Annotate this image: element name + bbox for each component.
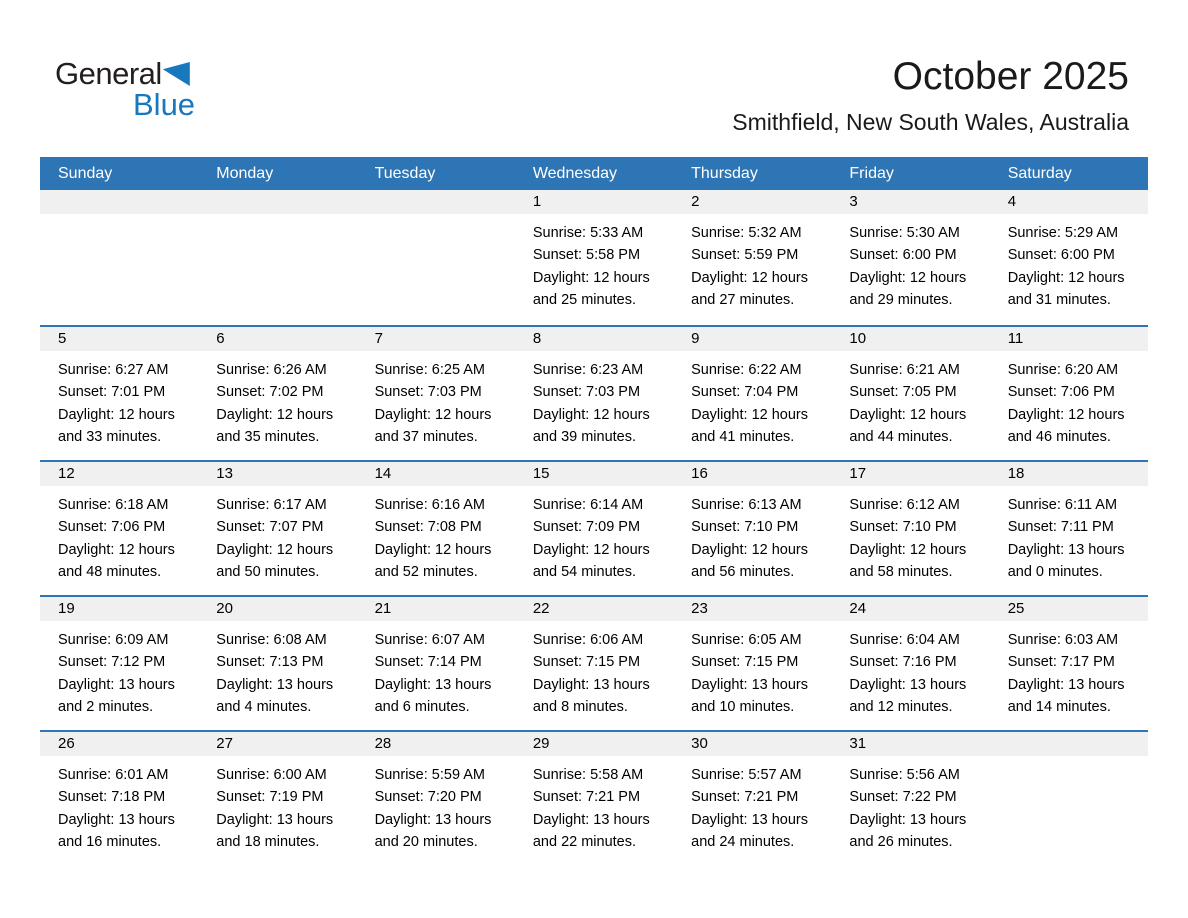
day-details [40,214,198,222]
daylight-line-2: and 16 minutes. [58,834,162,851]
day-cell-22[interactable] [515,597,673,730]
day-cell-12[interactable] [40,462,198,595]
daylight-line-1: Daylight: 13 hours [374,676,492,693]
daylight-line-1: Daylight: 13 hours [216,811,334,828]
daylight-line-2: and 41 minutes. [691,429,795,446]
day-number: 11 [990,327,1148,351]
weekday-header-tuesday: Tuesday [374,165,436,182]
sunset-line: Sunset: 7:02 PM [216,384,324,401]
day-cell-29[interactable] [515,732,673,865]
daylight-line-1: Daylight: 12 hours [1007,406,1125,423]
day-details [515,351,673,449]
logo-text-general: General [55,56,162,91]
daylight-line-2: and 56 minutes. [691,564,795,581]
sunrise-line: Sunrise: 6:01 AM [58,767,169,783]
sunset-line: Sunset: 7:01 PM [58,384,166,401]
daylight-line-1: Daylight: 13 hours [532,676,650,693]
day-details [40,486,198,584]
day-cell-1[interactable] [515,190,673,325]
sunset-line: Sunset: 7:13 PM [216,654,324,671]
sunset-line: Sunset: 6:00 PM [1007,247,1115,264]
sunset-line: Sunset: 7:03 PM [374,384,482,401]
sunrise-line: Sunrise: 6:05 AM [691,632,802,648]
day-cell-24[interactable] [831,597,989,730]
sunrise-line: Sunrise: 6:17 AM [216,497,327,513]
daylight-line-1: Daylight: 13 hours [849,811,967,828]
day-details [990,214,1148,312]
day-cell-8[interactable] [515,327,673,460]
day-number: 14 [357,462,515,486]
daylight-line-1: Daylight: 12 hours [849,541,967,558]
sunrise-line: Sunrise: 6:27 AM [58,362,169,378]
daylight-line-1: Daylight: 13 hours [1007,541,1125,558]
day-cell-20[interactable] [198,597,356,730]
day-cell-16[interactable] [673,462,831,595]
daylight-line-1: Daylight: 13 hours [849,676,967,693]
week-row-4 [40,595,1148,730]
day-cell-23[interactable] [673,597,831,730]
daylight-line-2: and 50 minutes. [216,564,320,581]
daylight-line-1: Daylight: 13 hours [216,676,334,693]
day-number: 25 [990,597,1148,621]
day-details [357,486,515,584]
sunrise-line: Sunrise: 6:16 AM [374,497,485,513]
daylight-line-1: Daylight: 12 hours [1007,269,1125,286]
weekday-header-friday: Friday [849,165,894,182]
sunrise-line: Sunrise: 6:21 AM [849,362,960,378]
daylight-line-2: and 31 minutes. [1007,292,1111,309]
week-row-1 [40,190,1148,325]
sunrise-line: Sunrise: 5:56 AM [849,767,960,783]
day-cell-9[interactable] [673,327,831,460]
daylight-line-1: Daylight: 12 hours [532,269,650,286]
daylight-line-1: Daylight: 12 hours [691,269,808,286]
daylight-line-1: Daylight: 13 hours [58,676,175,693]
day-number: 7 [357,327,515,351]
daylight-line-1: Daylight: 12 hours [691,541,808,558]
daylight-line-1: Daylight: 12 hours [849,406,967,423]
daylight-line-2: and 25 minutes. [532,292,637,309]
day-details [515,214,673,312]
day-details [515,621,673,719]
daylight-line-2: and 2 minutes. [58,699,154,716]
location-subtitle: Smithfield, New South Wales, Australia [732,108,1129,135]
day-number: 31 [831,732,989,756]
day-details [673,486,831,584]
logo-top-row [55,58,195,89]
day-details [990,351,1148,449]
calendar-table [40,157,1148,865]
daylight-line-2: and 6 minutes. [374,699,470,716]
day-details [198,486,356,584]
day-details [831,214,989,312]
day-cell-14[interactable] [357,462,515,595]
day-cell-empty [198,190,356,325]
day-number: 18 [990,462,1148,486]
day-number [198,190,356,214]
day-cell-empty [357,190,515,325]
sunset-line: Sunset: 7:05 PM [849,384,957,401]
sunset-line: Sunset: 7:21 PM [532,789,641,806]
sunset-line: Sunset: 5:58 PM [532,247,641,264]
weekday-header-saturday: Saturday [1007,165,1072,182]
day-details [357,621,515,719]
daylight-line-1: Daylight: 12 hours [691,406,808,423]
day-details [198,621,356,719]
day-details [40,621,198,719]
sunrise-line: Sunrise: 6:03 AM [1007,632,1119,648]
daylight-line-1: Daylight: 12 hours [849,269,967,286]
day-cell-30[interactable] [673,732,831,865]
weekday-header-wednesday: Wednesday [532,165,618,182]
day-number: 22 [515,597,673,621]
daylight-line-2: and 26 minutes. [849,834,953,851]
daylight-line-2: and 52 minutes. [374,564,478,581]
week-row-2 [40,325,1148,460]
daylight-line-1: Daylight: 12 hours [374,406,492,423]
sunset-line: Sunset: 7:16 PM [849,654,957,671]
day-cell-19[interactable] [40,597,198,730]
sunrise-line: Sunrise: 6:25 AM [374,362,485,378]
sunrise-line: Sunrise: 5:33 AM [532,225,644,241]
sunrise-line: Sunrise: 6:07 AM [374,632,485,648]
logo-text-blue: Blue [133,87,196,122]
day-cell-17[interactable] [831,462,989,595]
weekday-header-row [40,157,1148,190]
day-number: 26 [40,732,198,756]
sunrise-line: Sunrise: 5:32 AM [691,225,802,241]
sunrise-line: Sunrise: 6:20 AM [1007,362,1119,378]
day-cell-5[interactable] [40,327,198,460]
day-details [990,756,1148,764]
daylight-line-2: and 29 minutes. [849,292,953,309]
daylight-line-2: and 10 minutes. [691,699,795,716]
logo-triangle-icon [163,62,190,86]
sunset-line: Sunset: 7:15 PM [532,654,641,671]
day-details [990,621,1148,719]
day-cell-6[interactable] [198,327,356,460]
day-number: 4 [990,190,1148,214]
sunrise-line: Sunrise: 6:23 AM [532,362,644,378]
daylight-line-2: and 54 minutes. [532,564,637,581]
sunrise-line: Sunrise: 6:22 AM [691,362,802,378]
day-details [198,756,356,854]
daylight-line-1: Daylight: 12 hours [532,541,650,558]
day-details [515,756,673,854]
daylight-line-1: Daylight: 12 hours [216,406,334,423]
day-cell-27[interactable] [198,732,356,865]
weekday-header-thursday: Thursday [691,165,758,182]
daylight-line-2: and 37 minutes. [374,429,478,446]
sunrise-line: Sunrise: 6:04 AM [849,632,960,648]
day-number: 19 [40,597,198,621]
sunset-line: Sunset: 7:04 PM [691,384,799,401]
daylight-line-2: and 27 minutes. [691,292,795,309]
week-row-3 [40,460,1148,595]
day-cell-10[interactable] [831,327,989,460]
sunrise-line: Sunrise: 6:14 AM [532,497,644,513]
day-number: 23 [673,597,831,621]
sunrise-line: Sunrise: 5:58 AM [532,767,644,783]
day-details [357,351,515,449]
sunrise-line: Sunrise: 6:13 AM [691,497,802,513]
daylight-line-2: and 24 minutes. [691,834,795,851]
sunset-line: Sunset: 7:21 PM [691,789,799,806]
sunset-line: Sunset: 7:09 PM [532,519,641,536]
sunrise-line: Sunrise: 5:57 AM [691,767,802,783]
day-details [40,351,198,449]
general-blue-logo [55,58,195,120]
day-number [40,190,198,214]
day-details [673,621,831,719]
day-number: 9 [673,327,831,351]
sunrise-line: Sunrise: 6:11 AM [1007,497,1118,513]
daylight-line-1: Daylight: 13 hours [532,811,650,828]
day-cell-7[interactable] [357,327,515,460]
daylight-line-2: and 22 minutes. [532,834,637,851]
day-number: 15 [515,462,673,486]
day-cell-15[interactable] [515,462,673,595]
sunrise-line: Sunrise: 5:29 AM [1007,225,1119,241]
title-block [732,55,1129,136]
day-details [831,621,989,719]
week-row-5 [40,730,1148,865]
sunrise-line: Sunrise: 6:18 AM [58,497,169,513]
day-number: 3 [831,190,989,214]
day-details [198,351,356,449]
day-number: 29 [515,732,673,756]
daylight-line-2: and 0 minutes. [1007,564,1103,581]
daylight-line-2: and 8 minutes. [532,699,628,716]
day-details [198,214,356,222]
sunset-line: Sunset: 7:06 PM [1007,384,1115,401]
day-cell-28[interactable] [357,732,515,865]
daylight-line-2: and 14 minutes. [1007,699,1111,716]
day-cell-empty [990,732,1148,865]
day-number: 17 [831,462,989,486]
day-details [673,351,831,449]
day-details [990,486,1148,584]
sunset-line: Sunset: 7:22 PM [849,789,957,806]
day-number: 12 [40,462,198,486]
sunset-line: Sunset: 5:59 PM [691,247,799,264]
day-cell-3[interactable] [831,190,989,325]
day-cell-4[interactable] [990,190,1148,325]
day-number: 16 [673,462,831,486]
day-details [673,214,831,312]
sunrise-line: Sunrise: 6:09 AM [58,632,169,648]
weekday-header-sunday: Sunday [58,165,113,182]
day-number [357,190,515,214]
daylight-line-1: Daylight: 12 hours [374,541,492,558]
daylight-line-2: and 44 minutes. [849,429,953,446]
day-number: 5 [40,327,198,351]
day-number: 13 [198,462,356,486]
sunset-line: Sunset: 7:06 PM [58,519,166,536]
day-details [40,756,198,854]
daylight-line-1: Daylight: 13 hours [374,811,492,828]
daylight-line-2: and 12 minutes. [849,699,953,716]
day-details [357,214,515,222]
day-number: 2 [673,190,831,214]
day-details [515,486,673,584]
sunset-line: Sunset: 7:20 PM [374,789,482,806]
month-title: October 2025 [892,55,1129,98]
daylight-line-1: Daylight: 12 hours [58,406,175,423]
day-number: 8 [515,327,673,351]
daylight-line-2: and 33 minutes. [58,429,162,446]
sunset-line: Sunset: 7:10 PM [849,519,957,536]
day-cell-2[interactable] [673,190,831,325]
day-number: 28 [357,732,515,756]
day-number: 24 [831,597,989,621]
sunrise-line: Sunrise: 5:59 AM [374,767,485,783]
sunset-line: Sunset: 7:14 PM [374,654,482,671]
sunset-line: Sunset: 7:12 PM [58,654,166,671]
day-cell-31[interactable] [831,732,989,865]
day-cell-13[interactable] [198,462,356,595]
day-number: 27 [198,732,356,756]
daylight-line-1: Daylight: 13 hours [1007,676,1125,693]
sunrise-line: Sunrise: 6:12 AM [849,497,960,513]
sunrise-line: Sunrise: 6:00 AM [216,767,327,783]
day-cell-11[interactable] [990,327,1148,460]
calendar-weeks [40,190,1148,865]
daylight-line-1: Daylight: 13 hours [691,811,808,828]
day-details [673,756,831,854]
daylight-line-2: and 4 minutes. [216,699,312,716]
daylight-line-1: Daylight: 12 hours [532,406,650,423]
sunset-line: Sunset: 7:19 PM [216,789,324,806]
sunset-line: Sunset: 7:03 PM [532,384,641,401]
day-cell-25[interactable] [990,597,1148,730]
day-number: 10 [831,327,989,351]
daylight-line-2: and 20 minutes. [374,834,478,851]
daylight-line-1: Daylight: 13 hours [58,811,175,828]
day-number: 6 [198,327,356,351]
daylight-line-1: Daylight: 12 hours [58,541,175,558]
day-cell-26[interactable] [40,732,198,865]
sunset-line: Sunset: 7:11 PM [1007,519,1114,536]
sunrise-line: Sunrise: 5:30 AM [849,225,960,241]
sunset-line: Sunset: 7:17 PM [1007,654,1115,671]
sunrise-line: Sunrise: 6:26 AM [216,362,327,378]
day-number: 1 [515,190,673,214]
daylight-line-2: and 18 minutes. [216,834,320,851]
daylight-line-2: and 39 minutes. [532,429,637,446]
sunset-line: Sunset: 7:15 PM [691,654,799,671]
daylight-line-2: and 46 minutes. [1007,429,1111,446]
daylight-line-2: and 58 minutes. [849,564,953,581]
sunset-line: Sunset: 7:08 PM [374,519,482,536]
day-number [990,732,1148,756]
daylight-line-2: and 35 minutes. [216,429,320,446]
daylight-line-1: Daylight: 12 hours [216,541,334,558]
day-number: 20 [198,597,356,621]
day-details [831,756,989,854]
sunset-line: Sunset: 7:07 PM [216,519,324,536]
day-cell-21[interactable] [357,597,515,730]
sunset-line: Sunset: 7:18 PM [58,789,166,806]
day-details [357,756,515,854]
day-cell-empty [40,190,198,325]
weekday-header-monday: Monday [216,165,274,182]
day-details [831,351,989,449]
sunrise-line: Sunrise: 6:08 AM [216,632,327,648]
sunset-line: Sunset: 7:10 PM [691,519,799,536]
day-number: 21 [357,597,515,621]
day-number: 30 [673,732,831,756]
daylight-line-1: Daylight: 13 hours [691,676,808,693]
day-cell-18[interactable] [990,462,1148,595]
daylight-line-2: and 48 minutes. [58,564,162,581]
day-details [831,486,989,584]
sunrise-line: Sunrise: 6:06 AM [532,632,644,648]
sunset-line: Sunset: 6:00 PM [849,247,957,264]
